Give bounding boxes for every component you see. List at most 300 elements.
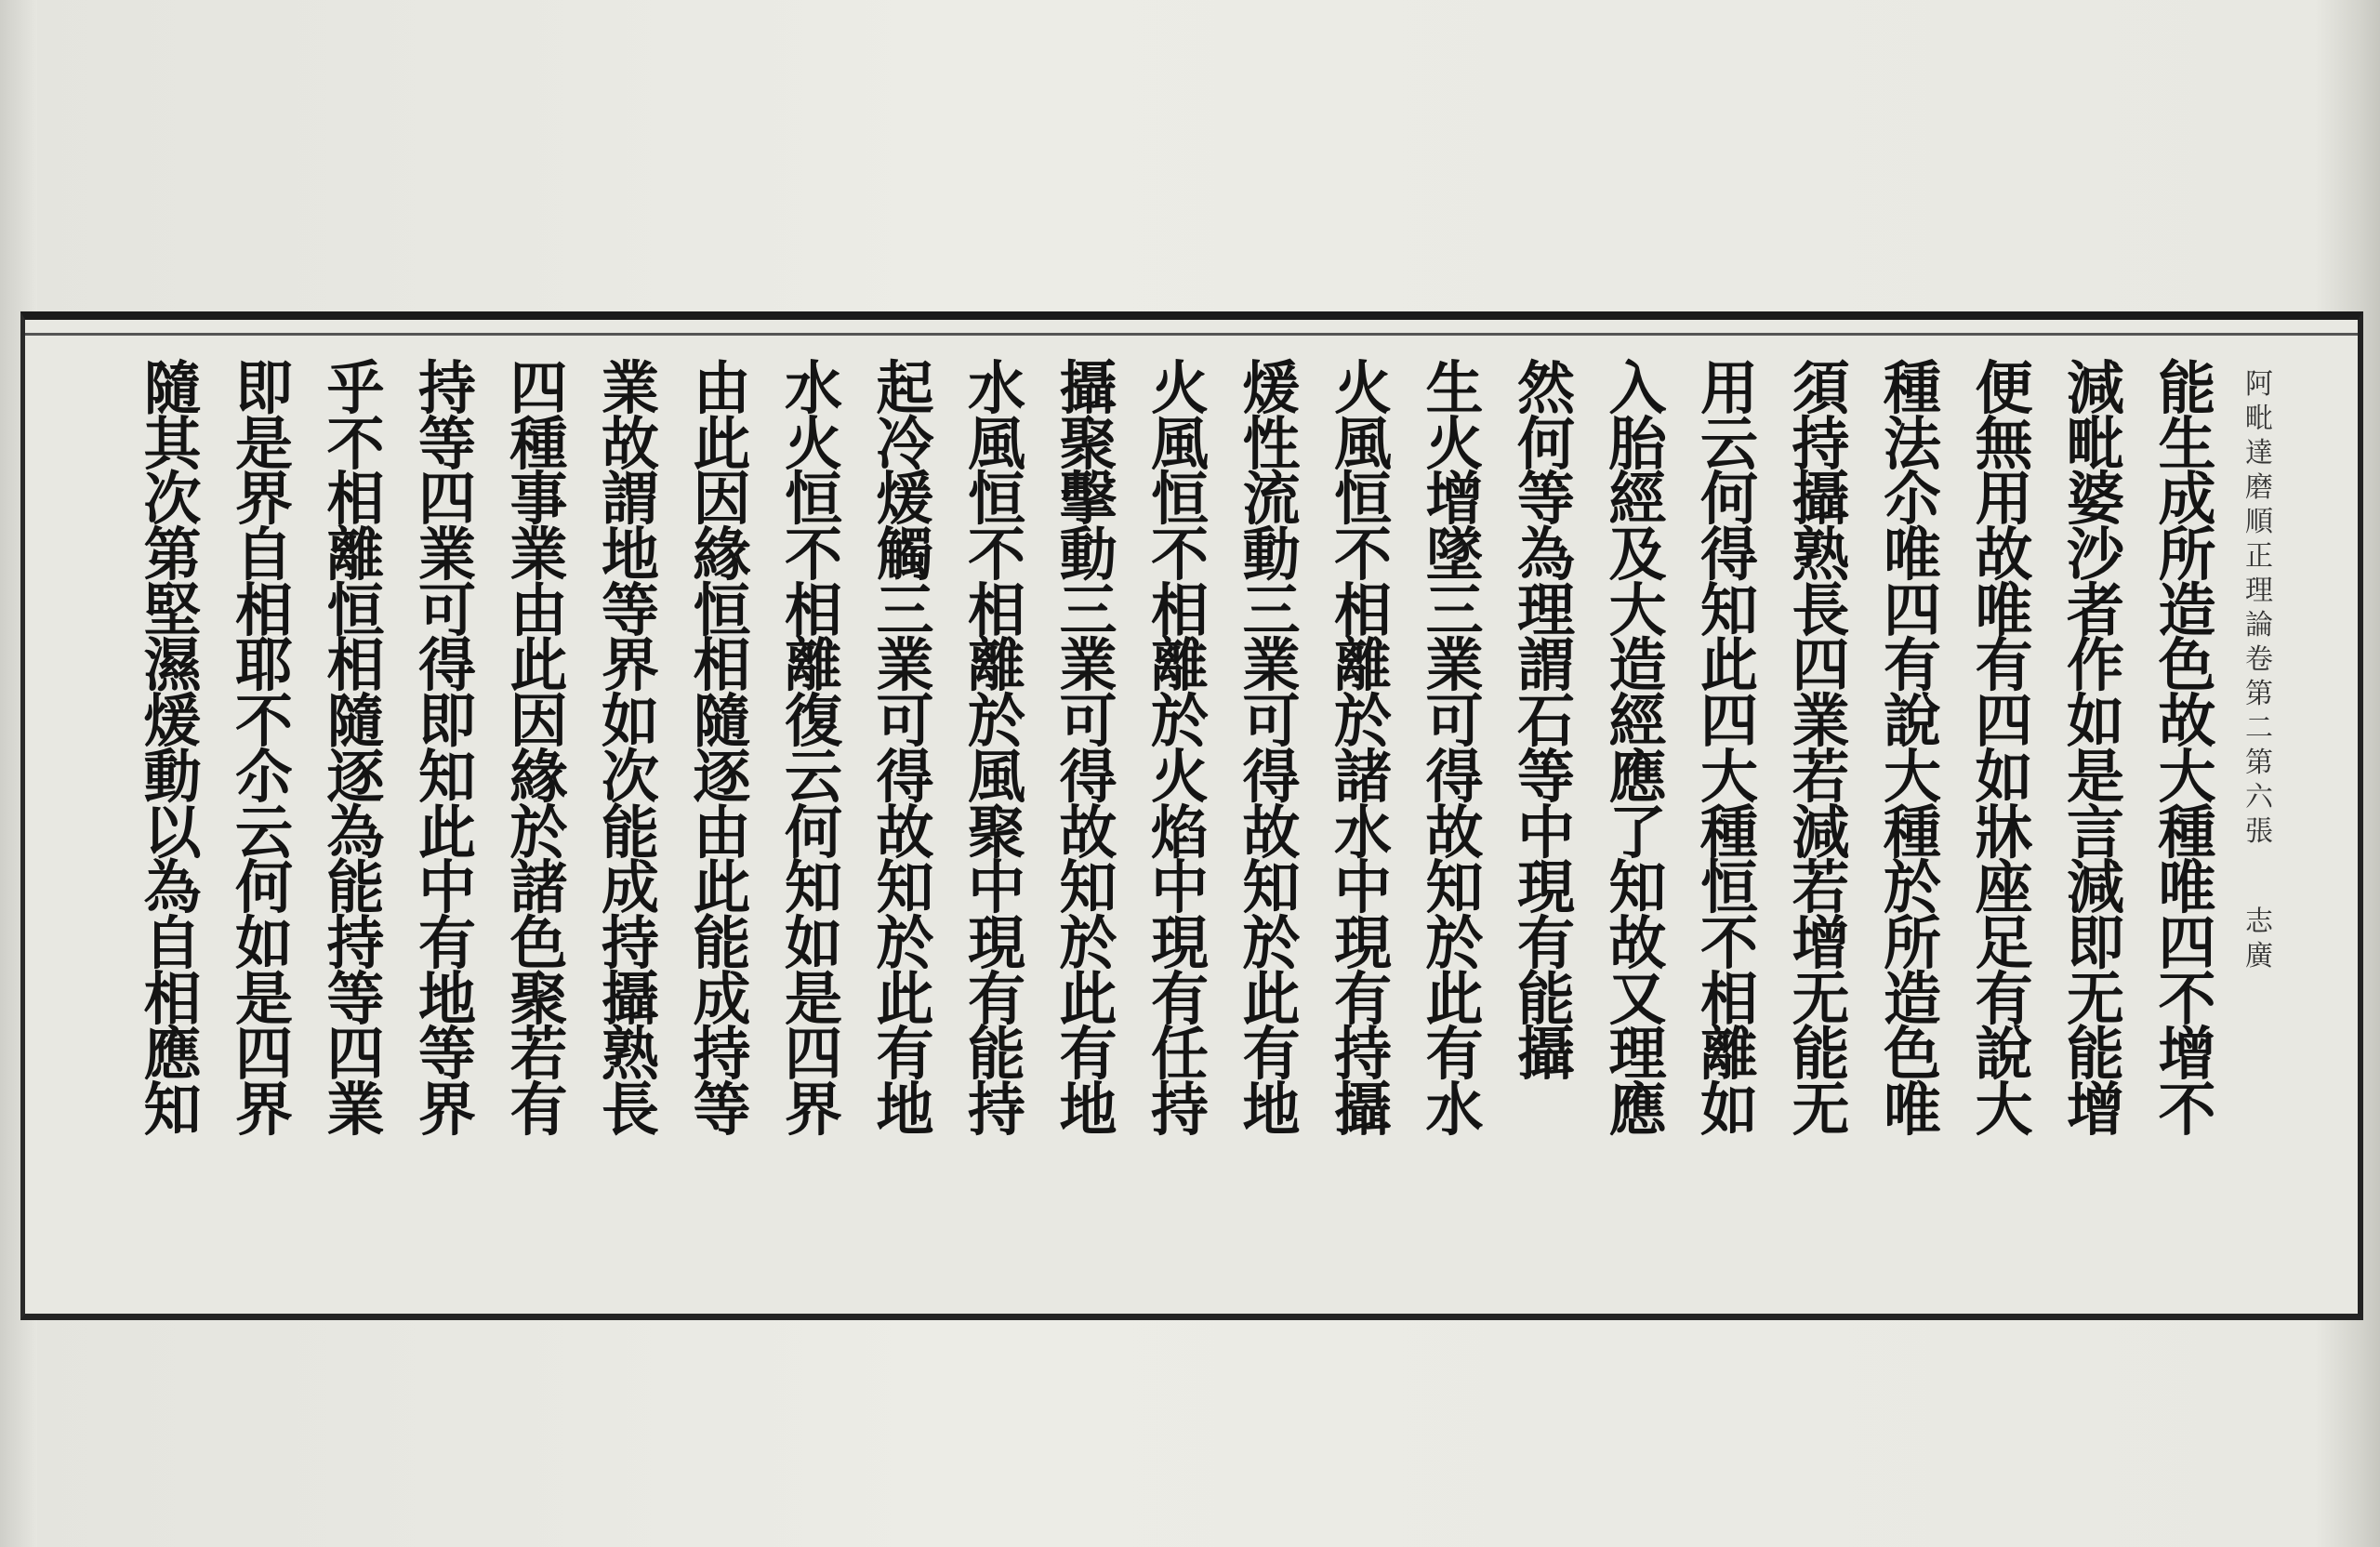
character: 相 [234,575,293,644]
character: 若 [509,1020,568,1089]
character: 三 [1242,575,1301,644]
character: 有 [1975,964,2033,1033]
character: 相 [967,575,1025,644]
character: 不 [967,521,1025,589]
character: 於 [1333,687,1392,756]
text-column [587,354,675,1304]
character: 地 [1242,1075,1301,1144]
character: 須 [1792,354,1850,422]
character: 大 [1975,1075,2033,1144]
character: 造 [1883,964,1941,1033]
character: 業 [1242,631,1301,700]
character: 諸 [1333,742,1392,811]
character: 三 [1425,575,1484,644]
character: 風 [1150,409,1209,478]
character: 持 [1150,1075,1209,1144]
character: 增 [1425,465,1484,534]
character: 恒 [967,465,1025,534]
header-char: 廣 [2245,940,2273,972]
text-column [1869,354,1957,1304]
character: 大 [2158,742,2216,811]
book-title [2245,367,2273,746]
character: 持 [326,908,385,977]
character: 故 [601,409,659,478]
character: 緣 [509,742,568,811]
character: 耶 [234,631,293,700]
character: 此 [509,631,568,700]
character: 於 [1150,687,1209,756]
character: 唯 [2158,853,2216,922]
character: 謂 [1516,631,1575,700]
character: 恒 [326,575,385,644]
character: 風 [967,409,1025,478]
character: 界 [234,1075,293,1144]
character: 成 [2158,465,2216,534]
character: 有 [1883,631,1941,700]
character: 濕 [143,631,202,700]
character: 離 [1150,631,1209,700]
character: 胎 [1608,409,1667,478]
character: 得 [1425,742,1484,811]
character: 地 [601,521,659,589]
character: 逐 [326,742,385,811]
character: 有 [876,1020,934,1089]
character: 性 [1242,409,1301,478]
header-char: 毗 [2245,403,2273,435]
character: 煖 [876,465,934,534]
character: 知 [1425,853,1484,922]
character: 若 [1792,853,1850,922]
character: 座 [1975,853,2033,922]
character: 等 [417,409,476,478]
character: 有 [509,1075,568,1144]
character: 熟 [601,1020,659,1089]
character: 火 [1150,354,1209,422]
character: 恒 [1333,465,1392,534]
character: 於 [1883,853,1941,922]
character: 熟 [1792,521,1850,589]
character: 生 [1425,354,1484,422]
character: 現 [1333,908,1392,977]
character: 得 [876,742,934,811]
character: 界 [417,1075,476,1144]
character: 緣 [693,521,751,589]
character: 云 [234,798,293,866]
character: 此 [876,964,934,1033]
character: 中 [1150,853,1209,922]
character: 界 [784,1075,842,1144]
character: 如 [234,908,293,977]
character: 是 [234,964,293,1033]
character: 火 [1425,409,1484,478]
character: 四 [509,354,568,422]
character: 法 [1883,409,1941,478]
character: 故 [1242,798,1301,866]
character: 恒 [1150,465,1209,534]
text-column [403,354,492,1304]
character: 及 [1608,521,1667,589]
character: 此 [1059,964,1117,1033]
character: 減 [2066,354,2124,422]
page-number [2245,746,2273,849]
character: 動 [1059,521,1117,589]
header-char: 二 [2245,712,2273,745]
character: 乎 [326,354,385,422]
character: 有 [417,908,476,977]
character: 可 [1425,687,1484,756]
character: 自 [234,521,293,589]
character: 此 [693,409,751,478]
character: 現 [1150,908,1209,977]
character: 可 [1242,687,1301,756]
character: 不 [784,521,842,589]
character: 隨 [143,354,202,422]
character: 知 [876,853,934,922]
character: 色 [2158,631,2216,700]
character: 等 [326,964,385,1033]
character: 何 [1516,409,1575,478]
header-char: 正 [2245,540,2273,573]
character: 四 [1699,687,1758,756]
character: 業 [1792,687,1850,756]
character: 等 [693,1075,751,1144]
character: 三 [1059,575,1117,644]
character: 有 [1150,964,1209,1033]
character: 增 [1792,908,1850,977]
header-char: 張 [2245,815,2273,848]
character: 能 [693,908,751,977]
character: 生 [2158,409,2216,478]
character: 成 [693,964,751,1033]
character: 長 [1792,575,1850,644]
character: 攝 [1333,1075,1392,1144]
character: 火 [1150,742,1209,811]
character: 等 [417,1020,476,1089]
character: 成 [601,853,659,922]
character: 相 [1150,575,1209,644]
character: 煖 [1242,354,1301,422]
character: 毗 [2066,409,2124,478]
character: 因 [693,465,751,534]
character: 即 [2066,908,2124,977]
character: 於 [509,798,568,866]
character: 減 [2066,853,2124,922]
character: 大 [1699,742,1758,811]
character: 四 [1883,575,1941,644]
character: 此 [693,853,751,922]
character: 可 [417,575,476,644]
character: 增 [2158,1020,2216,1089]
character: 水 [1333,798,1392,866]
character: 聚 [1059,409,1117,478]
character: 相 [143,964,202,1033]
character: 等 [1516,742,1575,811]
character: 經 [1608,687,1667,756]
character: 離 [1333,631,1392,700]
character: 故 [1425,798,1484,866]
character: 觸 [876,521,934,589]
character: 中 [417,853,476,922]
character: 說 [1975,1020,2033,1089]
character: 攝 [601,964,659,1033]
character: 可 [876,687,934,756]
character: 因 [509,687,568,756]
character: 然 [1516,354,1575,422]
character: 應 [1608,1075,1667,1144]
text-column [1593,354,1682,1304]
character: 於 [876,908,934,977]
character: 入 [1608,354,1667,422]
character: 其 [143,409,202,478]
character: 若 [1792,742,1850,811]
character: 業 [326,1075,385,1144]
character: 能 [1792,1020,1850,1089]
character: 理 [1608,1020,1667,1089]
character: 相 [784,575,842,644]
character: 謂 [601,465,659,534]
character: 地 [1059,1075,1117,1144]
character: 尒 [234,742,293,811]
header-char: 順 [2245,506,2273,538]
character: 所 [2158,521,2216,589]
character: 中 [1516,798,1575,866]
character: 業 [1425,631,1484,700]
character: 動 [1242,521,1301,589]
character: 持 [601,908,659,977]
character: 作 [2066,631,2124,700]
character: 无 [2066,964,2124,1033]
character: 界 [601,631,659,700]
character: 能 [2158,354,2216,422]
character: 用 [1975,465,2033,534]
character: 有 [1242,1020,1301,1089]
character: 能 [1516,964,1575,1033]
character: 何 [1699,465,1758,534]
text-column [2143,354,2231,1304]
character: 如 [1975,742,2033,811]
character: 業 [509,521,568,589]
character: 便 [1975,354,2033,422]
character: 持 [1792,409,1850,478]
character: 是 [784,964,842,1033]
character: 攝 [1059,354,1117,422]
character: 中 [1333,853,1392,922]
character: 任 [1150,1020,1209,1089]
text-column [678,354,766,1304]
character: 隨 [326,687,385,756]
character: 逐 [693,742,751,811]
character: 知 [1608,853,1667,922]
text-column [220,354,309,1304]
character: 於 [1059,908,1117,977]
character: 唯 [1883,1075,1941,1144]
character: 種 [1699,798,1758,866]
character: 由 [693,354,751,422]
character: 以 [143,798,202,866]
character: 應 [143,1020,202,1089]
character: 者 [2066,575,2124,644]
character: 中 [967,853,1025,922]
character: 持 [417,354,476,422]
character: 色 [1883,1020,1941,1089]
character: 相 [326,465,385,534]
character: 造 [2158,575,2216,644]
character: 增 [2066,1075,2124,1144]
character: 等 [1516,465,1575,534]
character: 能 [967,1020,1025,1089]
text-column [1227,354,1316,1304]
character: 不 [1150,521,1209,589]
header-char: 理 [2245,575,2273,607]
character: 擊 [1059,465,1117,534]
character: 攝 [1516,1020,1575,1089]
character: 尒 [1883,465,1941,534]
character: 相 [1699,964,1758,1033]
character: 即 [234,354,293,422]
character: 離 [967,631,1025,700]
header-char: 論 [2245,609,2273,641]
character: 相 [1333,575,1392,644]
character: 事 [509,465,568,534]
character: 不 [326,409,385,478]
character: 造 [1608,631,1667,700]
character: 四 [784,1020,842,1089]
character: 如 [784,908,842,977]
character: 種 [2158,798,2216,866]
character: 動 [143,742,202,811]
character: 堅 [143,575,202,644]
character: 无 [1792,964,1850,1033]
character: 次 [143,465,202,534]
text-column [861,354,949,1304]
character: 能 [326,853,385,922]
character: 起 [876,354,934,422]
character: 四 [1792,631,1850,700]
character: 理 [1516,575,1575,644]
character: 三 [876,575,934,644]
text-column [770,354,858,1304]
character: 何 [784,798,842,866]
character: 四 [326,1020,385,1089]
character: 諸 [509,853,568,922]
character: 水 [784,354,842,422]
text-column [128,354,217,1304]
character: 恒 [784,465,842,534]
character: 如 [1699,1075,1758,1144]
character: 此 [1425,964,1484,1033]
character: 得 [1059,742,1117,811]
character: 離 [1699,1020,1758,1089]
character: 唯 [1883,521,1941,589]
text-column [1410,354,1499,1304]
character: 足 [1975,908,2033,977]
character: 恒 [1699,853,1758,922]
character: 次 [601,742,659,811]
character: 不 [234,687,293,756]
character: 地 [417,964,476,1033]
character: 何 [234,853,293,922]
character: 聚 [967,798,1025,866]
character: 可 [1059,687,1117,756]
character: 風 [967,742,1025,811]
character: 能 [601,798,659,866]
character: 為 [143,853,202,922]
text-column [2052,354,2140,1304]
character: 不 [2158,964,2216,1033]
character: 故 [2158,687,2216,756]
character: 等 [601,575,659,644]
header-char: 達 [2245,437,2273,469]
character: 經 [1608,465,1667,534]
character: 有 [1059,1020,1117,1089]
character: 煖 [143,687,202,756]
character: 離 [784,631,842,700]
character: 業 [876,631,934,700]
character: 說 [1883,687,1941,756]
character: 減 [1792,798,1850,866]
character: 云 [784,742,842,811]
character: 由 [693,798,751,866]
header-char: 卷 [2245,643,2273,676]
character: 攝 [1792,465,1850,534]
character: 種 [1883,798,1941,866]
character: 於 [1242,908,1301,977]
character: 界 [234,465,293,534]
character: 業 [417,521,476,589]
character: 用 [1699,354,1758,422]
character: 持 [693,1020,751,1089]
character: 無 [1975,409,2033,478]
character: 有 [1333,964,1392,1033]
character: 知 [1059,853,1117,922]
character: 隨 [693,687,751,756]
header-char: 第 [2245,678,2273,710]
character: 有 [1516,908,1575,977]
publisher-mark [2245,905,2273,973]
character: 故 [1059,798,1117,866]
text-column [311,354,400,1304]
character: 不 [1333,521,1392,589]
character: 冷 [876,409,934,478]
character: 復 [784,687,842,756]
character: 四 [2158,908,2216,977]
character: 大 [1883,742,1941,811]
text-column [1960,354,2048,1304]
character: 聚 [509,964,568,1033]
text-column [1136,354,1224,1304]
character: 婆 [2066,465,2124,534]
character: 種 [509,409,568,478]
text-column [1044,354,1132,1304]
character: 水 [967,354,1025,422]
character: 四 [234,1020,293,1089]
character: 由 [509,575,568,644]
character: 業 [1059,631,1117,700]
character: 得 [417,631,476,700]
character: 知 [1699,575,1758,644]
character: 現 [967,908,1025,977]
character: 相 [693,631,751,700]
character: 此 [1242,964,1301,1033]
character: 故 [1975,521,2033,589]
character: 能 [2066,1020,2124,1089]
character: 不 [1699,908,1758,977]
character: 言 [2066,798,2124,866]
character: 地 [876,1075,934,1144]
character: 火 [784,409,842,478]
character: 是 [234,409,293,478]
header-char: 志 [2245,906,2273,938]
